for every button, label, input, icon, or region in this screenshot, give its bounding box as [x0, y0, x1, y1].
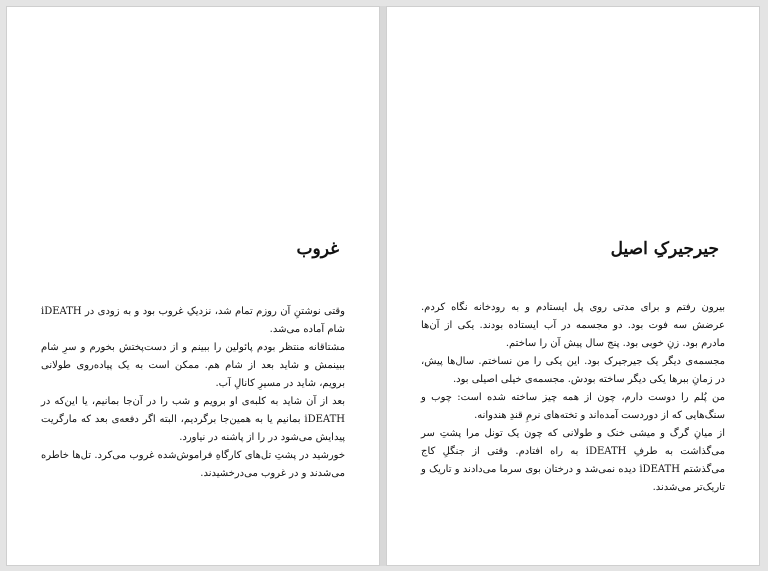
page-right [386, 6, 760, 566]
paragraph: من پُلم را دوست دارم، چون از همه چیز ساخته شده است: چوب و سنگ‌هایی که از دوردست آمده‌اند و تخته‌های نرمِ قندِ هندوانه. [421, 392, 725, 421]
paragraph: مشتاقانه منتظر بودم پائولین را ببینم و از دست‌پختش بخورم و سرِ شام ببینمش و شاید بعد از شام هم. ممکن است به یک پیاده‌روی طولانی برویم، شاید در مسیرِ کانالِ آب. [41, 342, 345, 389]
paragraph: خورشید در پشتِ تل‌های کارگاهِ فراموش‌شده غروب می‌کرد. تل‌ها خاطره می‌شدند و در غروب می‌درخشیدند. [41, 450, 345, 479]
chapter-title: جیرجیرکِ اصیل [610, 239, 719, 259]
page-left [6, 6, 380, 566]
chapter-body [421, 299, 725, 497]
paragraph: وقتی نوشتنِ آن روزم تمام شد، نزدیکِ غروب بود و به زودی در iDEATH شام آماده می‌شد. [41, 306, 345, 335]
paragraph: بعد از آن شاید به کلبه‌ی او برویم و شب را در آن‌جا بمانیم، یا این‌که در iDEATH بمانیم یا به همین‌جا برگردیم، البته اگر دفعه‌ی بعد که مارگریت پیدایش می‌شود در را از پاشنه در نیاورد. [41, 396, 345, 443]
chapter-title: غروب [296, 239, 339, 259]
paragraph: از میانِ گرگ و میشی خنک و طولانی که چون یک تونل مرا پشتِ سر می‌گذاشت به طرفِ iDEATH به راه افتادم. وقتی از جنگلِ کاج می‌گذشتم iDEATH دیده نمی‌شد و درختان بوی سرما می‌دادند و تاریک و تاریک‌تر می‌شدند. [421, 428, 725, 493]
chapter-body [41, 303, 345, 483]
paragraph: مجسمه‌ی دیگر یک جیرجیرک بود. این یکی را من نساختم. سال‌ها پیش، در زمانِ ببرها یکی دیگر ساخته بودش. مجسمه‌ی خیلی اصیلی بود. [421, 356, 725, 385]
paragraph: بیرون رفتم و برای مدتی روی پل ایستادم و به رودخانه نگاه کردم. عرضش سه فوت بود. دو مجسمه در آب ایستاده بودند. یکی از آن‌ها مادرم بود. زنِ خوبی بود. پنج سال پیش آن را ساختم. [421, 302, 725, 349]
